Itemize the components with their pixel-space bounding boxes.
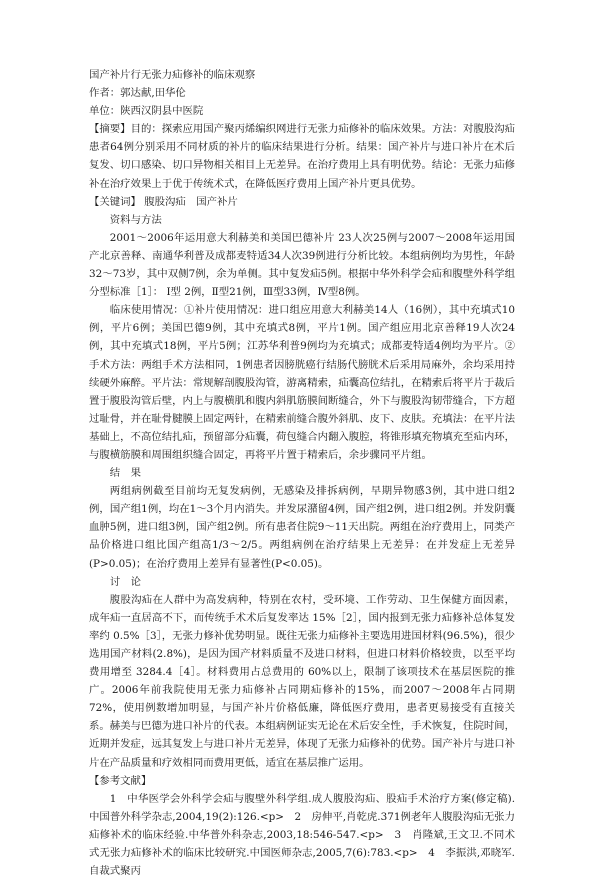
unit-line	[89, 102, 515, 120]
article-title: 国产补片行无张力疝修补的临床观察	[89, 69, 256, 81]
abstract	[89, 120, 515, 192]
keywords-label: 【关键词】	[89, 195, 141, 208]
unit: 陕西汉阴县中医院	[120, 105, 204, 118]
authors: 郭达献,田华伦	[120, 87, 186, 100]
references-text: 1 中华医学会外科学会疝与腹壁外科学组.成人腹股沟疝、股疝手术治疗方案(修定稿).中国普外科学杂志,2004,19(2):126.<p> 2 房伸平,肖乾虎.371例老年人腹股沟疝无张力疝修补术的临床经验.中华普外科杂志,2003,18:546-547.<p> 3 肖隆斌,王文卫.不同术式无张力疝修补术的临床比较研究.中国医师杂志,2005,7(6):783.<p> 4 李振洪,邓晓军.自裁式聚丙	[89, 792, 515, 878]
abstract-text: 目的：探索应用国产聚丙烯编织网进行无张力疝修补的临床效果。方法：对腹股沟疝患者64例分别采用不同材质的补片的临床结果进行分析。结果：国产补片与进口补片在术后复发、切口感染、切口异物相关相目上无差异。在治疗费用上具有明优势。结论：无张力疝修补在治疗效果上于优于传统术式，在降低医疗费用上国产补片更具优势。	[89, 123, 516, 190]
abstract-label: 【摘要】	[89, 123, 131, 136]
references-label: 【参考文献】	[89, 774, 152, 787]
section-heading-discussion: 讨 论	[109, 575, 141, 588]
authors-label: 作者：	[89, 87, 121, 100]
discussion-paragraph: 腹股沟疝在人群中为高发病种，特别在农村，受环境、工作劳动、卫生保健方面因素，成年疝一直居高不下，而传统手术术后复发率达 15%［2］，国内报到无张力疝修补总体复发率约 0.5%［3］，无张力修补优势明显。既往无张力疝修补主要选用进国材料(96.5%)，很少选用国产材料(2.8%)，是因为国产材料质量不及进口材料，但进口材料价格较贵，以至平均费用增至 3284.4［4］。材料费用占总费用的 60%以上，限制了该项技术在基层医院的推广。2006年前我院使用无张力疝修补占同期疝修补的15%，而2007～2008年占同期72%，使用例数增加明显，与国产补片价格低廉，降低医疗费用，患者更易接受有直接关系。赫美与巴德为进口补片的代表。本组病例证实无论在术后安全性，手术恢复，住院时间，近期并发症，远其复发上与进口补片无差异，体现了无张力疝修补的优势。国产补片与进口补片在产品质量和疗效相同而费用更低，适宜在基层推广运用。	[89, 593, 516, 769]
keywords: 腹股沟疝 国产补片	[144, 195, 238, 208]
section-heading-materials: 资料与方法	[109, 213, 162, 226]
article	[89, 66, 515, 880]
keywords-line	[89, 193, 515, 211]
section-heading-results: 结 果	[109, 467, 141, 480]
results-paragraph: 两组病例截至目前均无复发病例，无感染及排拆病例，早期异物感3例，其中进口组2例，国产组1例，均在1～3个月内消失。并发尿潴留4例，国产组2例，进口组2例。并发阴囊血肿5例，进口组3例，国产组2例。所有患者住院9～11天出院。两组在治疗费用上，同类产品价格进口组比国产组高1/3～2/5。两组病例在治疗结果上无差异：在并发症上无差异(P>0.05)；在治疗费用上差异有显著性(P<0.05)。	[89, 485, 515, 570]
authors-line	[89, 84, 515, 102]
materials-paragraph-1: 2001～2006年运用意大利赫美和美国巴德补片 23人次25例与2007～2008年运用国产北京善释、南通华利普及成都麦特适34人次39例进行分析比较。本组病例均为男性，年龄32～73岁，其中双侧7例，余为单侧。其中复发疝5例。根据中华外科学会疝和腹壁外科学组分型标准［1］： Ⅰ型 2例，Ⅱ型21例，Ⅲ型33例，Ⅳ型8例。	[89, 231, 515, 299]
unit-label: 单位：	[89, 105, 121, 118]
materials-paragraph-2: 临床使用情况：①补片使用情况：进口组应用意大利赫美14人（16例），其中充填式10例，平片6例；美国巴德9例，其中充填式8例，平片1例。国产组应用北京善释19人次24例，其中充填式18例，平片5例；江苏华利普9例均为充填式；成都麦特适4例均为平片。②手术方法：两组手术方法相同，1例患者因膀胱癌行结肠代膀胱术后采用局麻外，余均采用持续硬外麻醉。平片法：常规解剖腹股沟管，游离精索，疝囊高位结扎，在精索后将平片于裁后置于腹股沟管后壁，内上与腹横肌和腹内斜肌筋膜间断缝合，外下与腹股沟韧带缝合，下方超过耻骨，并在耻骨腱膜上固定两针，在精索前缝合腹外斜肌、皮下、皮肤。充填法：在平片法基础上，不高位结扎疝，预留部分疝囊，荷包缝合内翻入腹腔，将锥形填充物填充至疝内环，与腹横筋膜和周围组织缝合固定，再将平片置于精索后，余步骤同平片组。	[89, 304, 516, 461]
